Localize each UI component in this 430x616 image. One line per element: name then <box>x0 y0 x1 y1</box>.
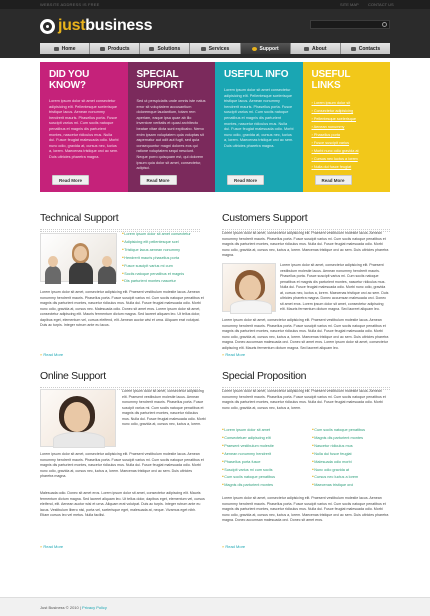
nav-products[interactable] <box>90 43 140 54</box>
box-special-support <box>128 62 216 192</box>
bullet-link[interactable]: ■ Phasellus porta fusce <box>222 459 306 467</box>
bullet-link[interactable]: ■ Cursus nec luctus a lorem <box>312 474 392 482</box>
special-text-2: Lorem ipsum dolor sit amet, consectetur adipisicing elit. Praesent vestibulum molestie lacus. Aenean nonummy hendrerit mauris. Phasellus porta. Fusce suscipit varius mi. Cum sociis natoque penatibus et magnis dis parturient montes, nascetur ridiculus mus. Nulla dui. Fusce feugiat malesuada odio. Morbi nunc odio, gravida at, cursus nec, luctus a, lorem. Maecenas tristique orci ac sem. Duis ultricies pharetra magna. Donec accumsan malesuada orci. Donec sit amet eros. <box>222 496 389 522</box>
nav-services-label: Services <box>208 45 230 52</box>
box-useful-links <box>303 62 391 192</box>
nav-solutions[interactable] <box>140 43 190 54</box>
box-title: SPECIAL SUPPORT <box>136 69 184 91</box>
read-more-button[interactable]: Read More <box>227 175 264 185</box>
about-icon <box>304 47 309 51</box>
customers-text-3: Lorem ipsum dolor sit amet, consectetur adipisicing elit. Praesent vestibulum molestie lacus. Aenean nonummy hendrerit mauris. Phasellus porta. Fusce suscipit varius mi. Cum sociis natoque penatibus et magnis dis parturient montes, nascetur ridiculus mus. Nulla dui. Fusce feugiat malesuada odio. Morbi nunc odio, gravida at, cursus nec, luctus a, lorem. Maecenas tristique orci ac sem. Duis ultricies pharetra magna. Donec accumsan malesuada orci. Donec sit amet eros. Lorem ipsum dolor sit amet, consectetur adipiscing elit. Mauris fermentum dictum magna. Sed laoreet aliquam leo. <box>222 318 389 350</box>
logo-part-just: just <box>58 17 86 34</box>
box-did-you-know <box>40 62 128 192</box>
bullet-link[interactable]: ■ Sociis natoque penatibus et magnis <box>122 271 204 279</box>
box-title: DID YOU KNOW? <box>49 69 90 91</box>
read-more-button[interactable]: Read More <box>52 175 89 185</box>
bullet-link[interactable]: ■ Magnis dis parturient montes <box>222 482 306 490</box>
section-title: Online Support <box>40 370 106 382</box>
bullet-link[interactable]: ■ Maecenas tristique orci <box>312 482 392 490</box>
tech-text: Lorem ipsum dolor sit amet, consectetur adipisicing elit. Praesent vestibulum molestie lacus. Aenean nonummy hendrerit mauris. Phasellus porta. Fusce suscipit varius mi. Cum sociis natoque penatibus et magnis dis parturient montes, nascetur ridiculus mus. Nulla dui. Fusce feugiat malesuada odio. Morbi nunc odio, gravida at, cursus nec. Malesuada odio. Donec sit amet eros. Lorem ipsum dolor sit amet, consectetur adipiscing elit. Mauris fermentum dictum magna. Sed laoreet aliquam leo. Ut tellus dolor, dapibus eget, elementum vel, cursus eleifend, elit. Aenean auctor wisi et urna. Aliquam erat volutpat. Duis ac turpis. Integer rutrum ante eu lacus. <box>40 290 204 327</box>
tech-bullets <box>122 231 204 286</box>
bullet-link[interactable]: ■ Fusce suscipit varius mi cum <box>122 263 204 271</box>
bullet-link[interactable]: ■ Lorem ipsum dolor sit amet <box>222 427 306 435</box>
bullet-link[interactable]: ■ Malesuada odio morbi <box>312 459 392 467</box>
online-text-1: Lorem ipsum dolor sit amet, consectetur adipisicing elit. Praesent vestibulum molestie lacus. Aenean nonummy hendrerit mauris. Phasellus porta. Fusce suscipit varius mi. Cum sociis natoque penatibus et magnis dis parturient montes, nascetur ridiculus mus. Nulla dui. Fusce feugiat malesuada odio. Morbi nunc odio, gravida at, cursus nec, luctus a, lorem. <box>122 389 206 426</box>
home-icon <box>54 47 59 51</box>
online-text-3: Malesuada odio. Donec sit amet eros. Lorem ipsum dolor sit amet, consectetur adipiscing elit. Mauris fermentum dictum magna. Sed laoreet aliquam leo. Ut tellus dolor, dapibus eget, elementum vel, cursus eleifend, elit. Aenean auctor wisi et urna. Aliquam erat volutpat. Duis ac turpis. Integer rutrum ante eu lacus. Vestibulum libero nisl, porta vel, scelerisque eget, malesuada at, neque. Vivamus eget nibh. Etiam cursus leo vel metus. Nulla facilisi. <box>40 491 205 517</box>
nav-support[interactable] <box>241 43 291 54</box>
bullet-link[interactable]: ■ Hendrerit mauris phasellus porta <box>122 255 204 263</box>
support-agent-photo <box>222 263 276 312</box>
footer-text <box>40 605 107 610</box>
bullet-link[interactable]: ■ Lorem ipsum dolor sit amet consectetur <box>122 231 204 239</box>
nav-contacts[interactable] <box>341 43 390 54</box>
contact-us-link[interactable]: CONTACT US <box>368 2 394 7</box>
nav-about[interactable] <box>291 43 341 54</box>
solutions-icon <box>149 47 154 51</box>
customers-read-more-link[interactable]: » Read More <box>222 352 245 357</box>
bullet-link[interactable]: ■ Suscipit varius mi cum sociis <box>222 467 306 475</box>
box-useful-info <box>215 62 303 192</box>
logo-part-business: business <box>85 17 153 34</box>
box-text: Sed ut perspiciatis unde omnis iste natus error sit voluptatem accusantium doloremque laudantium, totam rem aperiam, eaque ipsa quae ab illo inventore veritatis et quasi architecto beatae vitae dicta sunt explicabo. Nemo enim ipsam voluptatem quia voluptas sit aspernatur aut odit aut fugit, sed quia consequuntur magni dolores eos qui ratione voluptatem sequi nesciunt. Neque porro quisquam est, qui dolorem ipsum quia dolor sit amet, consectetur, adipisci. <box>136 99 206 171</box>
privacy-policy-link[interactable]: Privacy Policy <box>82 605 107 610</box>
customers-text-2: Lorem ipsum dolor sit amet, consectetur adipisicing elit. Praesent vestibulum molestie lacus. Aenean nonummy hendrerit mauris. Phasellus porta. Fusce suscipit varius mi. Cum sociis natoque penatibus et magnis dis parturient montes, nascetur ridiculus mus. Nulla dui. Fusce feugiat malesuada odio. Morbi nunc odio, gravida at, cursus nec, luctus a, lorem. Maecenas tristique orci ac sem. Duis ultricies pharetra magna. Donec accumsan malesuada orci. Donec sit amet eros. Lorem ipsum dolor sit amet, consectetur adipiscing elit. Mauris fermentum dictum magna. Sed laoreet aliquam leo. <box>280 263 389 311</box>
bullet-link[interactable]: ■ Dis parturient montes nascetur <box>122 278 204 286</box>
box-text: Lorem ipsum dolor sit amet consectetur adipisicing elit. Pellentesque scelerisque tristique lacus. Aenean nonummy hendrerit mauris. Phasellus porta. Fusce suscipit varius mi. Cum sociis natoque penatibus et magnis dis parturient montes, nascetur ridiculus mus. Nulla dui. Fusce feugiat malesuada odio. Morbi nunc odio, gravida at, cursus nec, luctus a, lorem. Maecenas tristique orci ac sem. Duis ultricies pharetra magna. <box>224 88 294 148</box>
special-list-right <box>312 427 392 490</box>
bullet-link[interactable]: ■ Aenean nonummy hendrerit <box>222 451 306 459</box>
online-text-2: Lorem ipsum dolor sit amet, consectetur adipisicing elit. Praesent vestibulum molestie lacus. Aenean nonummy hendrerit mauris. Phasellus porta. Fusce suscipit varius mi. Cum sociis natoque penatibus et magnis dis parturient montes, nascetur ridiculus mus. Nulla dui. Fusce feugiat malesuada odio. Morbi nunc odio, gravida at, cursus nec, luctus a, lorem. Maecenas tristique orci ac sem. Duis ultricies pharetra magna. <box>40 452 204 478</box>
bullet-link[interactable]: ■ Praesent vestibulum molestie <box>222 443 306 451</box>
useful-link[interactable]: › Aenean nonummy <box>312 123 382 131</box>
bullet-link[interactable]: ■ Cum sociis natoque penatibus <box>222 474 306 482</box>
search-icon[interactable] <box>382 22 387 27</box>
bullet-link[interactable]: ■ Cum sociis natoque penatibus <box>312 427 392 435</box>
bullet-link[interactable]: ■ Consectetuer adipiscing elit <box>222 435 306 443</box>
nav-contacts-label: Contacts <box>358 45 381 52</box>
section-title: Technical Support <box>40 212 119 224</box>
logo-icon[interactable] <box>40 19 55 34</box>
useful-link[interactable]: › Consectetur adipisicing <box>312 107 382 115</box>
feature-boxes <box>40 62 390 192</box>
useful-link[interactable]: › Nulla dui fusce feugiat <box>312 163 382 171</box>
bullet-link[interactable]: ■ Nascetur ridiculus mus <box>312 443 392 451</box>
useful-link[interactable]: › Pellentesque scelerisque <box>312 115 382 123</box>
read-more-button[interactable]: Read More <box>140 175 177 185</box>
nav-services[interactable] <box>190 43 240 54</box>
section-title: Special Proposition <box>222 370 307 382</box>
read-more-button[interactable]: Read More <box>315 175 352 185</box>
nav-home-label: Home <box>61 45 76 52</box>
tech-read-more-link[interactable]: » Read More <box>40 352 63 357</box>
useful-link[interactable]: › Phasellus porta <box>312 131 382 139</box>
useful-link[interactable]: › Fusce suscipit varius <box>312 139 382 147</box>
special-read-more-link[interactable]: » Read More <box>222 544 245 549</box>
bullet-link[interactable]: ■ Adipisicing elit pellentesque scel <box>122 239 204 247</box>
box-text: Lorem ipsum dolor sit amet consectetur adipisicing elit. Pellentesque scelerisque tristique lacus. Aenean nonummy hendrerit mauris. Phasellus porta. Fusce suscipit varius mi. Cum sociis natoque penatibus et magnis dis parturient montes, nascetur ridiculus mus. Nulla dui. Fusce feugiat malesuada odio. Morbi nunc odio, gravida at, cursus nec, luctus a, lorem. Maecenas tristique orci ac sem. Duis ultricies pharetra magna. <box>49 99 119 159</box>
header <box>0 0 430 58</box>
nav-about-label: About <box>312 45 327 52</box>
site-map-link[interactable]: SITE MAP <box>340 2 359 7</box>
useful-link[interactable]: › Lorem ipsum dolor sit <box>312 99 382 107</box>
contacts-icon <box>351 47 356 51</box>
nav-home[interactable] <box>40 43 90 54</box>
search-input[interactable] <box>310 20 390 29</box>
bullet-link[interactable]: ■ Nunc odio gravida at <box>312 467 392 475</box>
special-text-1: Lorem ipsum dolor sit amet, consectetur adipisicing elit. Praesent vestibulum molestie lacus. Aenean nonummy hendrerit mauris. Phasellus porta. Fusce suscipit varius mi. Cum sociis natoque penatibus et magnis dis parturient montes, nascetur ridiculus mus. Nulla dui. Fusce feugiat malesuada odio. Morbi nunc odio, gravida at, cursus nec, luctus a, lorem. <box>222 389 386 410</box>
online-read-more-link[interactable]: » Read More <box>40 544 63 549</box>
useful-links-list <box>312 99 382 171</box>
bullet-link[interactable]: ■ Nulla dui fusce feugiat <box>312 451 392 459</box>
top-bar <box>0 0 430 9</box>
section-title: Customers Support <box>222 212 308 224</box>
top-bar-tagline: WEBSITE ADDRESS IS FREE <box>40 2 100 7</box>
useful-link[interactable]: › Cursus nec luctus a lorem <box>312 155 382 163</box>
main-nav <box>40 43 390 54</box>
useful-link[interactable]: › Morbi nunc odio gravida at <box>312 147 382 155</box>
team-photo <box>40 233 117 282</box>
customers-text-1: Lorem ipsum dolor sit amet, consectetur adipisicing elit. Praesent vestibulum molestie lacus. Aenean nonummy hendrerit mauris. Phasellus porta. Fusce suscipit varius mi. Cum sociis natoque penatibus et magnis dis parturient montes, nascetur ridiculus mus. Nulla dui. Fusce feugiat malesuada odio. Morbi nunc odio, gravida at, cursus nec, luctus a, lorem. Maecenas tristique orci ac sem. Duis ultricies pharetra magna. <box>222 231 389 257</box>
bullet-link[interactable]: ■ Tristique lacus aenean nonummy <box>122 247 204 255</box>
copyright: Just Business © 2010 | <box>40 605 81 610</box>
footer <box>0 597 430 616</box>
nav-products-label: Products <box>107 45 130 52</box>
bullet-link[interactable]: ■ Magnis dis parturient montes <box>312 435 392 443</box>
box-title: USEFUL INFO <box>224 69 289 80</box>
services-icon <box>201 47 206 51</box>
nav-solutions-label: Solutions <box>157 45 181 52</box>
products-icon <box>100 47 105 51</box>
box-title: USEFUL LINKS <box>311 69 351 91</box>
support-icon <box>252 47 257 51</box>
logo[interactable] <box>58 17 152 35</box>
nav-support-label: Support <box>259 45 279 52</box>
special-list-left <box>222 427 306 490</box>
headset-agent-photo <box>40 389 116 447</box>
